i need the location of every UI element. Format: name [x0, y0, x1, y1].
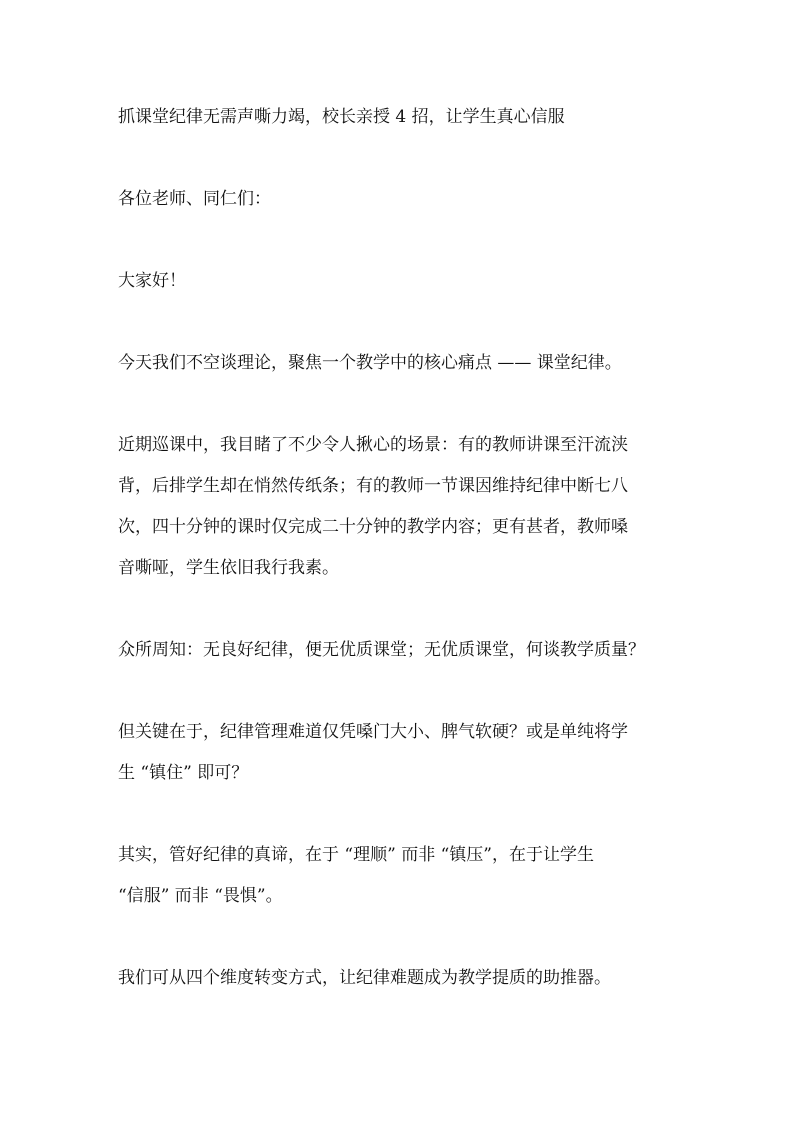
body-paragraphs	[118, 343, 698, 999]
greeting: 各位老师、同仁们：	[118, 189, 271, 209]
paragraph-line: 音嘶哑，学生依旧我行我素。	[118, 558, 339, 578]
paragraph-line: 我们可从四个维度转变方式，让纪律难题成为教学提质的助推器。	[118, 968, 611, 988]
paragraph-line: 近期巡课中，我目睹了不少令人揪心的场景：有的教师讲课至汗流浃	[118, 435, 628, 455]
paragraph	[118, 630, 698, 671]
paragraph	[118, 425, 698, 589]
paragraph-line: “信服” 而非 “畏惧”。	[118, 886, 283, 906]
document-title: 抓课堂纪律无需声嘶力竭，校长亲授 4 招，让学生真心信服	[118, 107, 565, 127]
paragraph	[118, 835, 698, 917]
paragraph-line: 背，后排学生却在悄然传纸条；有的教师一节课因维持纪律中断七八	[118, 476, 628, 496]
paragraph-line: 众所周知：无良好纪律，便无优质课堂；无优质课堂，何谈教学质量？	[118, 640, 645, 660]
paragraph	[118, 958, 698, 999]
paragraph-line: 次，四十分钟的课时仅完成二十分钟的教学内容；更有甚者，教师嗓	[118, 517, 628, 537]
paragraph-line: 但关键在于，纪律管理难道仅凭嗓门大小、脾气软硬？或是单纯将学	[118, 722, 628, 742]
paragraph	[118, 343, 698, 384]
document-page	[118, 97, 698, 1040]
hello: 大家好！	[118, 271, 186, 291]
paragraph-line: 生 “镇住” 即可？	[118, 763, 249, 783]
paragraph-line: 其实，管好纪律的真谛，在于 “理顺” 而非 “镇压”，在于让学生	[118, 845, 594, 865]
paragraph-line: 今天我们不空谈理论，聚焦一个教学中的核心痛点 —— 课堂纪律。	[118, 353, 622, 373]
paragraph	[118, 712, 698, 794]
